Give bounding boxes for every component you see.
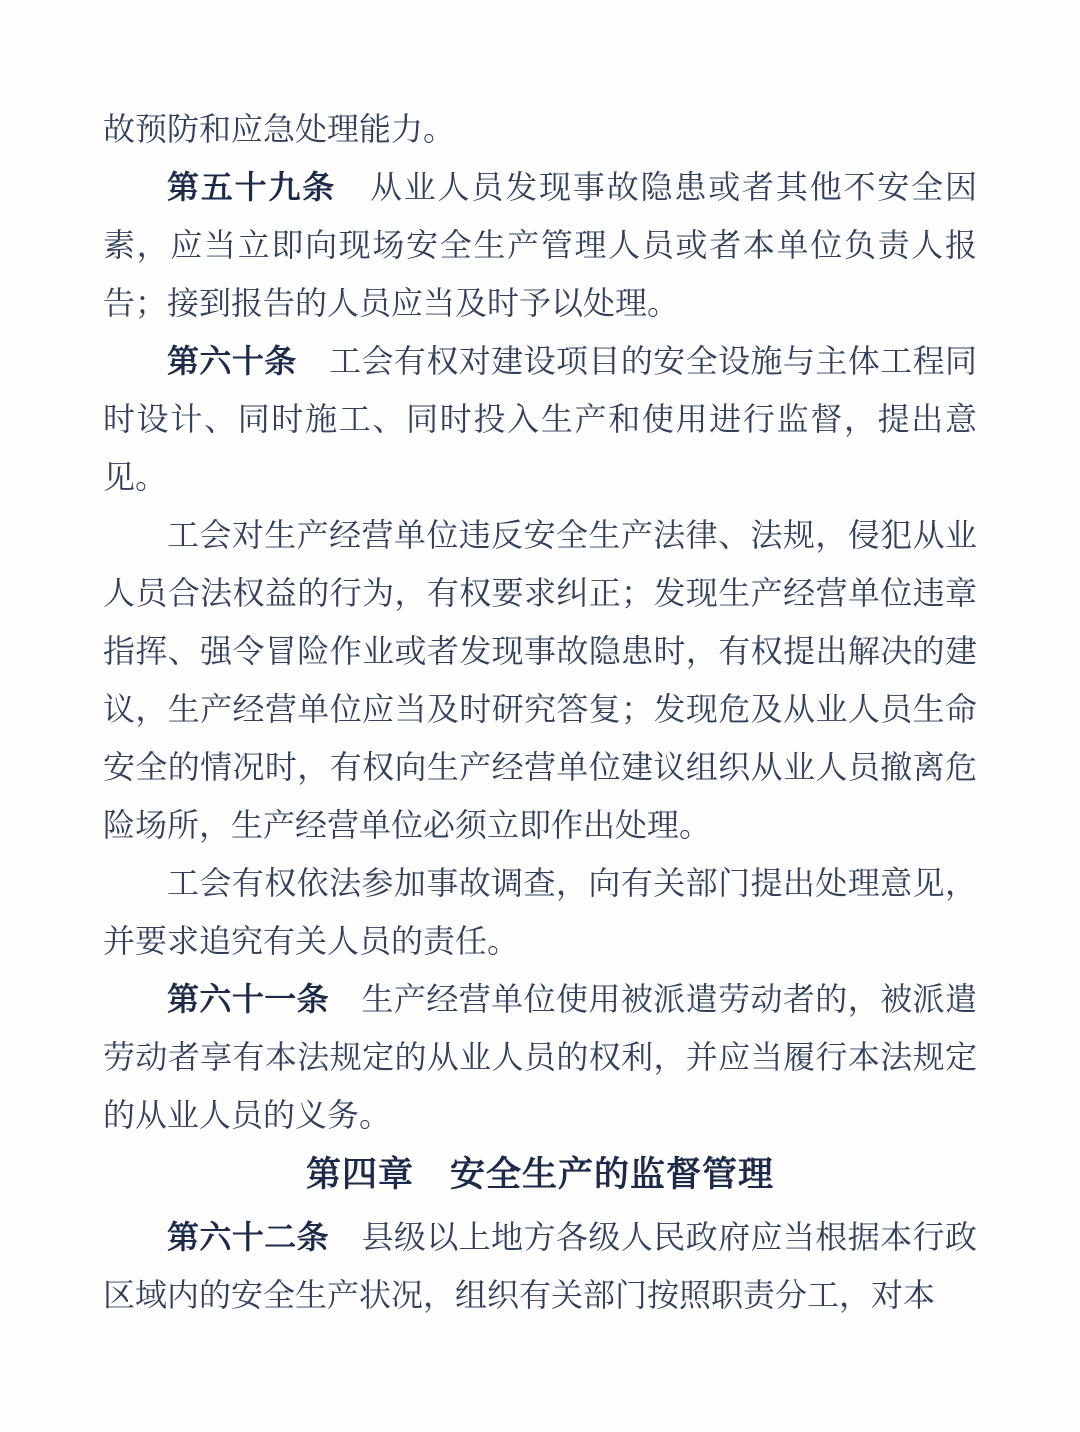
chapter-4-heading	[103, 1146, 977, 1204]
article-60-paragraph-2	[103, 506, 977, 854]
body-text-run: 工会有权对建设项目的安全设施与主体工程同时设计、同时施工、同时投入生产和使用进行监督，提出意见。	[103, 343, 977, 495]
article-number-text: 第六十二条	[167, 1219, 330, 1255]
article-59-paragraph	[103, 158, 977, 332]
body-text-run: 工会有权依法参加事故调查，向有关部门提出处理意见，并要求追究有关人员的责任。	[103, 865, 977, 959]
continuation-paragraph	[103, 100, 977, 158]
body-text-run: 故预防和应急处理能力。	[103, 111, 456, 147]
body-text-run: 生产经营单位使用被派遣劳动者的，被派遣劳动者享有本法规定的从业人员的权利，并应当履行本法规定的从业人员的义务。	[103, 981, 977, 1133]
article-62-paragraph	[103, 1208, 977, 1324]
document-body	[103, 100, 977, 1324]
article-61-paragraph	[103, 970, 977, 1144]
article-number-text: 第四章 安全生产的监督管理	[305, 1155, 774, 1194]
body-text-run: 从业人员发现事故隐患或者其他不安全因素，应当立即向现场安全生产管理人员或者本单位负责人报告；接到报告的人员应当及时予以处理。	[103, 169, 977, 321]
body-text-run: 工会对生产经营单位违反安全生产法律、法规，侵犯从业人员合法权益的行为，有权要求纠正；发现生产经营单位违章指挥、强令冒险作业或者发现事故隐患时，有权提出解决的建议，生产经营单位应当及时研究答复；发现危及从业人员生命安全的情况时，有权向生产经营单位建议组织从业人员撤离危险场所，生产经营单位必须立即作出处理。	[103, 517, 977, 843]
article-60-paragraph-1	[103, 332, 977, 506]
body-text-run: 县级以上地方各级人民政府应当根据本行政区域内的安全生产状况，组织有关部门按照职责分工，对本	[103, 1219, 977, 1313]
article-number-text: 第五十九条	[167, 169, 337, 205]
article-number-text: 第六十一条	[167, 981, 330, 1017]
article-60-paragraph-3	[103, 854, 977, 970]
article-number-text: 第六十条	[167, 343, 297, 379]
